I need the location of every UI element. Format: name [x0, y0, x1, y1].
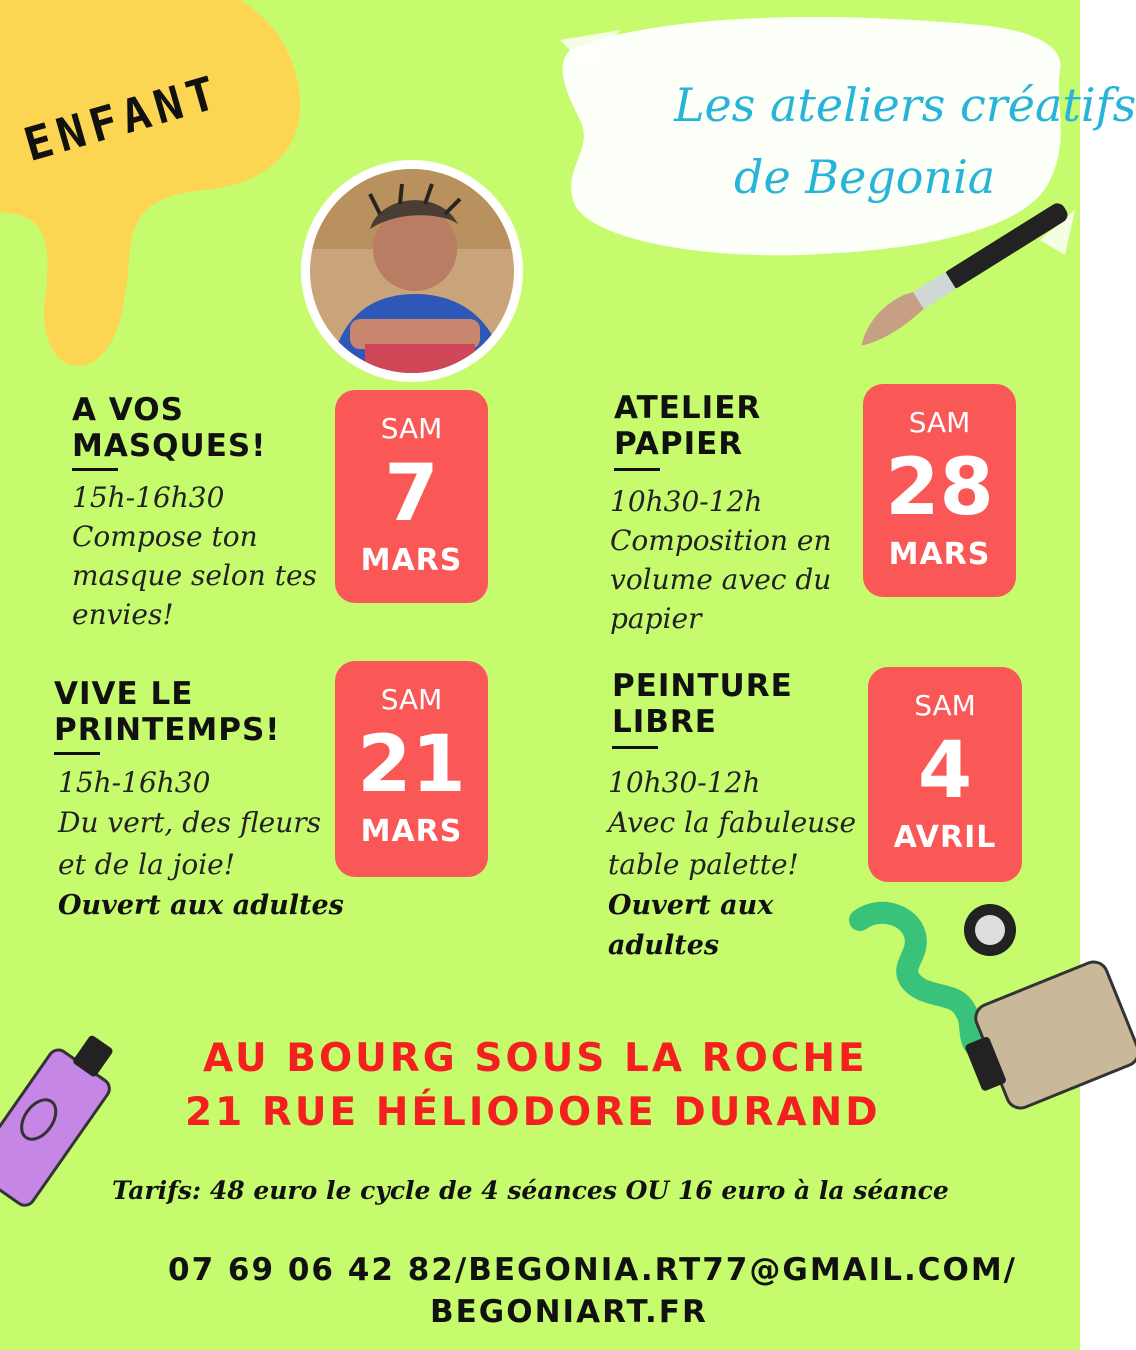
event-2-desc-line-1: Composition en	[610, 524, 832, 557]
event-3-note: Ouvert aux adultes	[58, 890, 344, 921]
event-1-title-line-2: MASQUES!	[72, 428, 267, 464]
event-4-details	[608, 763, 856, 966]
address-line-2: 21 RUE HÉLIODORE DURAND	[185, 1090, 881, 1135]
pricing-text: Tarifs: 48 euro le cycle de 4 séances OU 16 euro à la séance	[112, 1176, 949, 1205]
event-4-desc-line-1: Avec la fabuleuse	[608, 806, 857, 839]
contact-line-1: 07 69 06 42 82/BEGONIA.RT77@GMAIL.COM/	[168, 1252, 1018, 1288]
event-1-day: SAM	[380, 412, 443, 445]
event-4-title-line-1: PEINTURE	[612, 668, 793, 704]
event-4-month: AVRIL	[893, 820, 997, 855]
event-3-date: 21	[357, 720, 466, 810]
event-2-desc-line-2: volume avec du	[610, 563, 832, 596]
event-3-title-line-1: VIVE LE	[54, 676, 194, 712]
event-3-day: SAM	[380, 683, 443, 716]
event-3-title-line-2: PRINTEMPS!	[54, 712, 281, 748]
event-4-note-line-2: adultes	[608, 930, 720, 961]
event-1-title-line-1: A VOS	[72, 392, 184, 428]
event-1-divider	[72, 468, 118, 471]
address-line-1: AU BOURG SOUS LA ROCHE	[203, 1036, 868, 1081]
event-4-date: 4	[917, 726, 973, 816]
artist-portrait	[301, 160, 523, 382]
event-1-month: MARS	[360, 543, 463, 578]
event-2-details	[610, 482, 832, 638]
event-2-day: SAM	[908, 406, 971, 439]
contact-line-2: BEGONIART.FR	[430, 1294, 708, 1330]
event-2-title-line-2: PAPIER	[614, 426, 744, 462]
event-4-title-line-2: LIBRE	[612, 704, 717, 740]
event-2-date: 28	[885, 443, 994, 533]
event-1-date-box	[335, 390, 488, 603]
event-4-desc-line-2: table palette!	[608, 848, 799, 881]
event-1-date: 7	[384, 449, 439, 539]
event-2-divider	[614, 468, 660, 471]
yellow-splash-decoration	[0, 0, 310, 390]
event-4-note-line-1: Ouvert aux	[608, 890, 774, 921]
event-3-time: 15h-16h30	[58, 766, 211, 799]
event-2-title-line-1: ATELIER	[614, 390, 762, 426]
event-2-date-box	[863, 384, 1016, 597]
event-2-title	[614, 390, 761, 462]
event-1-desc-line-2: masque selon tes	[72, 559, 317, 592]
event-3-title	[54, 676, 280, 748]
event-3-desc-line-1: Du vert, des fleurs	[58, 806, 322, 839]
enfant-badge: ENFANT	[18, 64, 228, 172]
event-3-desc-line-2: et de la joie!	[58, 848, 235, 881]
event-3-month: MARS	[360, 814, 463, 849]
event-3-divider	[54, 752, 100, 755]
event-2-time: 10h30-12h	[610, 485, 763, 518]
event-1-desc-line-1: Compose ton	[72, 520, 258, 553]
event-2-month: MARS	[888, 537, 991, 572]
event-4-date-box	[868, 667, 1022, 882]
event-4-divider	[612, 746, 658, 749]
event-1-details	[72, 478, 317, 634]
event-1-time: 15h-16h30	[72, 481, 225, 514]
event-4-title	[612, 668, 793, 740]
event-1-title	[72, 392, 266, 464]
purple-paint-tube-icon	[0, 1030, 130, 1190]
title-line-1: Les ateliers créatifs	[674, 78, 1136, 132]
event-4-time: 10h30-12h	[608, 766, 761, 799]
event-4-day: SAM	[914, 689, 976, 722]
title-line-2: de Begonia	[734, 150, 996, 204]
green-paint-tube-icon	[840, 900, 1080, 1120]
event-3-details	[58, 763, 344, 926]
paintbrush-icon	[850, 190, 1080, 360]
event-3-date-box	[335, 661, 488, 877]
event-2-desc-line-3: papier	[610, 602, 702, 635]
event-1-desc-line-3: envies!	[72, 598, 174, 631]
